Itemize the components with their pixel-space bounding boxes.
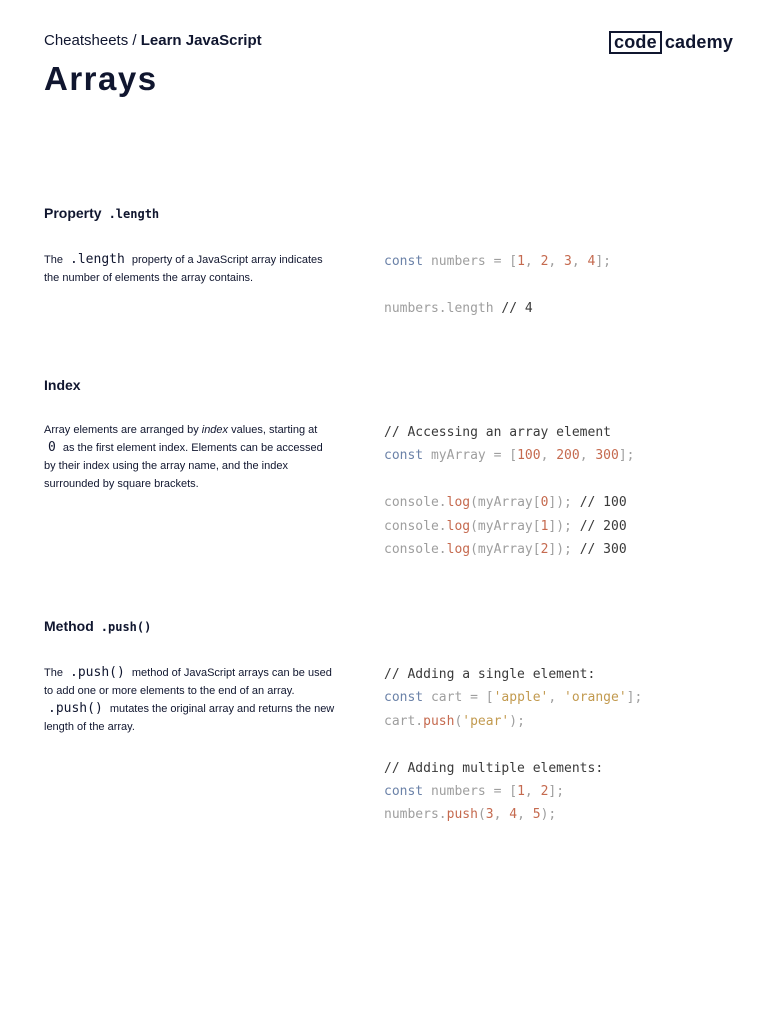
section-heading-code: .push() xyxy=(100,620,152,634)
description-text: as the first element index. Elements can be accessed by their index using the array name, and the index surrounded by square brackets. xyxy=(44,442,323,490)
code-line xyxy=(384,780,744,803)
code-token: 'pear' xyxy=(462,713,510,729)
code-token: const xyxy=(384,448,424,464)
code-token: numbers. xyxy=(384,807,447,823)
code-token: , xyxy=(579,448,596,464)
section-description xyxy=(44,421,336,493)
code-line xyxy=(384,803,744,826)
logo-rest-text: cademy xyxy=(664,32,734,52)
breadcrumb-current[interactable]: Learn JavaScript xyxy=(140,32,262,49)
code-token: console. xyxy=(384,541,447,557)
code-token: ]; xyxy=(626,690,643,706)
code-token: cart xyxy=(423,690,471,706)
code-token: log xyxy=(446,518,471,534)
page-title: Arrays xyxy=(44,60,158,97)
code-token: cart. xyxy=(384,713,424,729)
code-token: , xyxy=(524,783,541,799)
code-token: // Accessing an array element xyxy=(384,425,611,440)
description-text: values, starting at xyxy=(228,424,318,436)
section-heading-label: Property xyxy=(44,205,102,221)
code-token: , xyxy=(548,254,565,269)
code-block xyxy=(384,250,744,320)
code-line xyxy=(384,444,744,467)
code-token: ( xyxy=(477,807,486,823)
code-token: push xyxy=(446,807,478,823)
code-line xyxy=(384,710,744,733)
code-token: 2 xyxy=(540,541,549,557)
code-token: = [ xyxy=(493,254,518,269)
code-token: = [ xyxy=(493,448,518,464)
code-token: = [ xyxy=(470,690,494,706)
section-heading xyxy=(44,377,81,393)
code-token: ]; xyxy=(618,448,635,464)
code-token: log xyxy=(446,495,471,511)
code-token: 3 xyxy=(564,254,572,269)
code-token: ]; xyxy=(595,254,612,269)
code-line xyxy=(384,468,744,491)
code-line xyxy=(384,733,744,756)
description-text: Array elements are arranged by xyxy=(44,424,202,436)
inline-code: .length xyxy=(70,252,125,267)
code-token: // 100 xyxy=(571,495,627,511)
section-heading-label: Method xyxy=(44,618,94,634)
description-text: method of JavaScript arrays can be used to add one or more elements to the end of an array. xyxy=(44,667,332,697)
code-token: (myArray[ xyxy=(470,518,541,534)
code-block xyxy=(384,421,744,561)
code-token: 5 xyxy=(532,807,541,823)
emphasis-text: index xyxy=(201,424,229,436)
code-line xyxy=(384,250,744,273)
section-heading-code: .length xyxy=(108,207,160,221)
code-token: 1 xyxy=(517,783,525,799)
code-token: 1 xyxy=(517,254,525,269)
code-token: 1 xyxy=(540,518,549,534)
section-description xyxy=(44,251,336,287)
code-token: console. xyxy=(384,495,447,511)
code-token: // 300 xyxy=(571,541,627,557)
code-token: (myArray[ xyxy=(470,541,541,557)
breadcrumb xyxy=(44,31,262,51)
code-line xyxy=(384,515,744,538)
code-token: , xyxy=(524,254,541,269)
code-line xyxy=(384,421,744,444)
code-token: const xyxy=(384,690,424,706)
code-token: (myArray[ xyxy=(470,495,541,511)
code-token: const xyxy=(384,783,424,799)
code-token: // 4 xyxy=(493,300,533,316)
code-block xyxy=(384,663,744,827)
code-token: push xyxy=(423,713,455,729)
code-line xyxy=(384,491,744,514)
code-token: ]); xyxy=(548,495,572,511)
code-token: 'apple' xyxy=(493,690,549,706)
code-token: 3 xyxy=(485,807,494,823)
code-token: ); xyxy=(509,713,525,729)
code-token: log xyxy=(446,541,471,557)
section-heading xyxy=(44,618,151,634)
inline-code: .push() xyxy=(70,665,125,680)
code-line xyxy=(384,538,744,561)
breadcrumb-root-link[interactable]: Cheatsheets / xyxy=(44,32,137,49)
code-token: ]); xyxy=(548,518,572,534)
code-token: 4 xyxy=(509,807,518,823)
code-token: , xyxy=(540,448,557,464)
description-text: The xyxy=(44,254,67,266)
code-line xyxy=(384,757,744,780)
code-token: numbers.length xyxy=(384,300,494,316)
description-text: mutates the original array and returns the new length of the array. xyxy=(44,703,335,733)
inline-code: .push() xyxy=(48,701,103,716)
code-token: 100 xyxy=(517,448,541,464)
code-token: 300 xyxy=(595,448,619,464)
description-text: property of a JavaScript array indicates the number of elements the array contains. xyxy=(44,254,323,284)
inline-code: 0 xyxy=(48,440,56,455)
code-token: myArray xyxy=(423,448,494,464)
code-token: numbers xyxy=(423,783,494,799)
code-token: 0 xyxy=(540,495,549,511)
code-token: console. xyxy=(384,518,447,534)
code-token: ]; xyxy=(548,783,565,799)
code-token: // 200 xyxy=(571,518,627,534)
code-token: numbers xyxy=(423,254,494,269)
code-line xyxy=(384,686,744,709)
code-token: const xyxy=(384,254,424,269)
codecademy-logo[interactable] xyxy=(609,31,733,54)
logo-box-text: code xyxy=(609,31,662,54)
code-line xyxy=(384,297,744,320)
description-text: The xyxy=(44,667,67,679)
code-token: = [ xyxy=(493,783,518,799)
code-token: ]); xyxy=(548,541,572,557)
code-token: 'orange' xyxy=(564,690,627,706)
section-heading-label: Index xyxy=(44,377,81,393)
code-token: 2 xyxy=(540,783,549,799)
code-token: ); xyxy=(540,807,557,823)
code-token: // Adding multiple elements: xyxy=(384,760,604,776)
code-line xyxy=(384,663,744,686)
code-token: ( xyxy=(454,713,463,729)
code-token: 4 xyxy=(587,254,596,269)
code-token: // Adding a single element: xyxy=(384,667,596,682)
code-token: , xyxy=(493,807,510,823)
code-token: 200 xyxy=(556,448,580,464)
code-token: , xyxy=(517,807,533,823)
section-heading xyxy=(44,205,159,221)
section-description xyxy=(44,664,336,736)
code-token: , xyxy=(548,690,565,706)
code-line xyxy=(384,273,744,296)
code-token: , xyxy=(571,254,588,269)
code-token: 2 xyxy=(540,254,549,269)
